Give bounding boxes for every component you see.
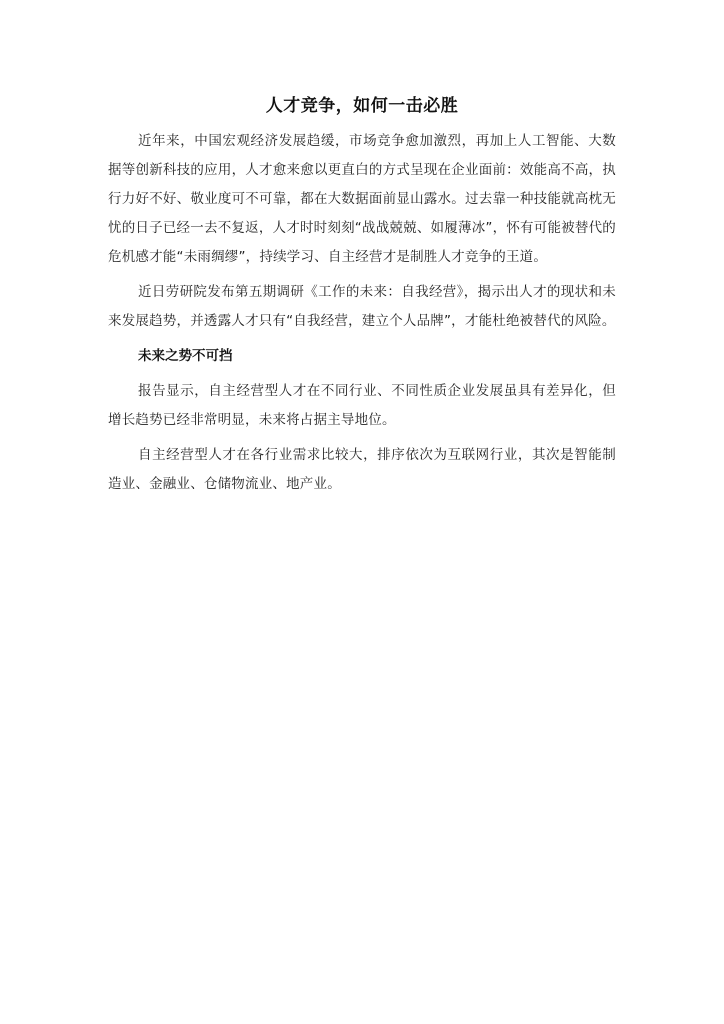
document-body	[108, 88, 616, 499]
paragraph-industries: 自主经营型人才在各行业需求比较大，排序依次为互联网行业，其次是智能制造业、金融业、仓储物流业、地产业。	[108, 447, 616, 492]
paragraph-intro: 近年来，中国宏观经济发展趋缓，市场竞争愈加激烈，再加上人工智能、大数据等创新科技的应用，人才愈来愈以更直白的方式呈现在企业面前：效能高不高，执行力好不好、敬业度可不可靠，都在大数据面前显山露水。过去靠一种技能就高枕无忧的日子已经一去不复返，人才时时刻刻“战战兢兢、如履薄冰”，怀有可能被替代的危机感才能“未雨绸缪”，持续学习、自主经营才是制胜人才竞争的王道。	[108, 133, 616, 265]
paragraph-findings: 报告显示，自主经营型人才在不同行业、不同性质企业发展虽具有差异化，但增长趋势已经非常明显，未来将占据主导地位。	[108, 383, 616, 428]
section-heading: 未来之势不可挡	[138, 348, 233, 364]
document-title: 人才竞争，如何一击必胜	[265, 96, 459, 116]
paragraph-report: 近日劳研院发布第五期调研《工作的未来：自我经营》，揭示出人才的现状和未来发展趋势，并透露人才只有“自我经营，建立个人品牌”，才能杜绝被替代的风险。	[108, 284, 616, 329]
